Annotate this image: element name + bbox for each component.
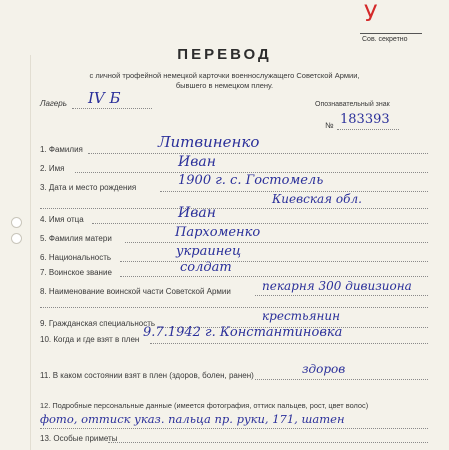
tag-label: Опознавательный знак [315,101,390,108]
field-rule-nationality [120,261,428,262]
margin-line [30,55,31,450]
field-rule-unit-2 [40,307,428,308]
camp-rule [72,108,152,109]
field-value-surname: Литвиненко [158,133,260,151]
field-value-name: Иван [178,154,216,170]
punch-hole [11,217,22,228]
field-rule-rank [120,276,428,277]
field-label-mother: 5. Фамилия матери [40,234,112,243]
field-label-profession: 9. Гражданская специальность [40,319,156,328]
field-label-nationality: 6. Национальность [40,253,112,262]
tag-number: 183393 [340,112,390,127]
camp-label: Лагерь [40,99,67,108]
field-label-birth: 3. Дата и место рождения [40,183,137,192]
field-label-captured: 10. Когда и где взят в плен [40,335,140,344]
field-value-rank: солдат [180,260,232,275]
document-subtitle-2: бывшего в немецком плену. [175,81,274,90]
document-subtitle-1: с личной трофейной немецкой карточки военнослужащего Советской Армии, [89,71,360,80]
camp-value: IV Б [88,89,121,107]
field-label-rank: 7. Воинское звание [40,268,112,277]
field-rule-father [92,223,428,224]
field-rule-mother [125,242,428,243]
field-value-condition: здоров [302,362,346,376]
field-label-unit: 8. Наименование воинской части Советской Армии [40,287,231,296]
field-label-father: 4. Имя отца [40,215,84,224]
field-label-surname: 1. Фамилия [40,145,83,154]
field-rule-condition [255,379,428,380]
field-value-father: Иван [178,205,216,221]
field-rule-features [108,442,428,443]
field-value-birth-region: Киевская обл. [272,192,362,206]
secrecy-mark: У [364,2,378,27]
field-rule-captured [150,343,428,344]
secrecy-label: Сов. секретно [362,36,408,43]
field-label-personal: 12. Подробные персональные данные (имеется фотография, оттиск пальцев, рост, цвет волос) [40,401,369,410]
field-value-nationality: украинец [176,244,242,259]
tag-rule [337,129,399,130]
field-value-birth: 1900 г. с. Гостомель [178,173,324,188]
field-value-unit: пекарня 300 дивизиона [262,279,412,293]
field-rule-unit [255,295,428,296]
field-value-mother: Пархоменко [175,225,261,240]
field-rule-birth-2 [40,208,428,209]
field-label-name: 2. Имя [40,164,65,173]
field-rule-personal [40,428,428,429]
field-label-features: 13. Особые приметы [40,434,118,443]
field-label-condition: 11. В каком состоянии взят в плен (здоров, болен, ранен) [40,371,254,380]
field-rule-surname [88,153,428,154]
field-value-captured: 9.7.1942 г. Константиновка [143,325,343,340]
document-title: ПЕРЕВОД [177,46,272,63]
punch-hole [11,233,22,244]
tag-prefix: № [325,121,334,130]
field-value-profession: крестьянин [262,309,341,323]
field-value-personal: фото, оттиск указ. пальца пр. руки, 171, шатен [40,412,345,426]
stamp-underline [360,33,422,34]
